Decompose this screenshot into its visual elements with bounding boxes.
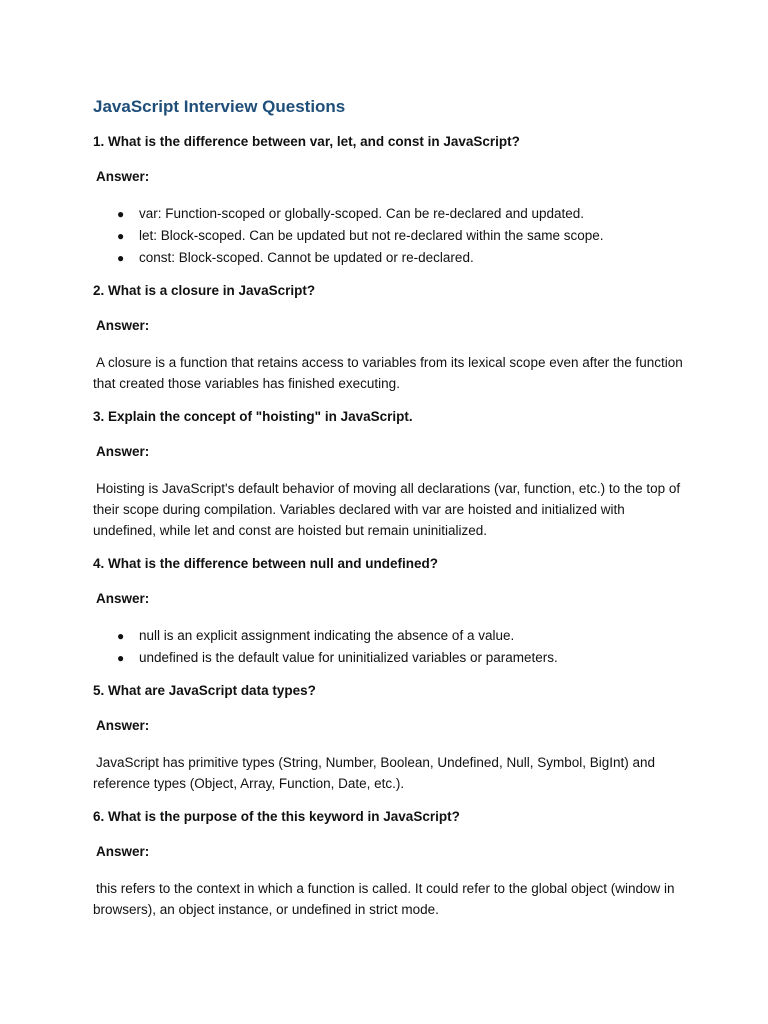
list-item (93, 647, 683, 669)
list-item-text: let: Block-scoped. Can be updated but not re-declared within the same scope. (139, 228, 604, 243)
answer-paragraph: A closure is a function that retains access to variables from its lexical scope even after the function that created those variables has finished executing. (93, 355, 683, 391)
question-heading: 5. What are JavaScript data types? (93, 683, 316, 698)
document-page (93, 96, 683, 934)
question-heading: 1. What is the difference between var, let, and const in JavaScript? (93, 134, 520, 149)
list-item-text: var: Function-scoped or globally-scoped. Can be re-declared and updated. (139, 206, 585, 221)
answer-label: Answer: (96, 169, 150, 184)
answer-bullet-list (93, 625, 683, 669)
qa-section-1 (93, 133, 683, 269)
qa-section-2 (93, 282, 683, 394)
qa-section-6 (93, 808, 683, 920)
bullet-icon: ● (117, 229, 125, 243)
answer-label: Answer: (96, 318, 150, 333)
list-item (93, 247, 683, 269)
answer-label: Answer: (96, 844, 150, 859)
answer-bullet-list (93, 203, 683, 269)
answer-label: Answer: (96, 718, 150, 733)
bullet-icon: ● (117, 207, 125, 221)
page-title: JavaScript Interview Questions (93, 97, 346, 116)
list-item-text: undefined is the default value for uninitialized variables or parameters. (139, 650, 558, 665)
answer-label: Answer: (96, 444, 150, 459)
bullet-icon: ● (117, 251, 125, 265)
qa-section-3 (93, 408, 683, 541)
answer-paragraph: this refers to the context in which a function is called. It could refer to the global object (window in browsers), an object instance, or undefined in strict mode. (93, 881, 675, 917)
qa-section-5 (93, 682, 683, 794)
answer-paragraph: JavaScript has primitive types (String, Number, Boolean, Undefined, Null, Symbol, BigInt) and reference types (Object, Array, Function, Date, etc.). (93, 755, 656, 791)
list-item-text: null is an explicit assignment indicating the absence of a value. (139, 628, 515, 643)
list-item-text: const: Block-scoped. Cannot be updated or re-declared. (139, 250, 474, 265)
question-heading: 3. Explain the concept of "hoisting" in JavaScript. (93, 409, 413, 424)
question-heading: 2. What is a closure in JavaScript? (93, 283, 316, 298)
answer-paragraph: Hoisting is JavaScript's default behavior of moving all declarations (var, function, etc.) to the top of their scope during compilation. Variables declared with var are hoisted and initialized with undefined, while let and const are hoisted but remain uninitialized. (93, 481, 681, 538)
list-item (93, 625, 683, 647)
answer-label: Answer: (96, 591, 150, 606)
question-heading: 4. What is the difference between null and undefined? (93, 556, 439, 571)
bullet-icon: ● (117, 629, 125, 643)
list-item (93, 203, 683, 225)
list-item (93, 225, 683, 247)
question-heading: 6. What is the purpose of the this keyword in JavaScript? (93, 809, 460, 824)
qa-section-4 (93, 555, 683, 669)
bullet-icon: ● (117, 651, 125, 665)
